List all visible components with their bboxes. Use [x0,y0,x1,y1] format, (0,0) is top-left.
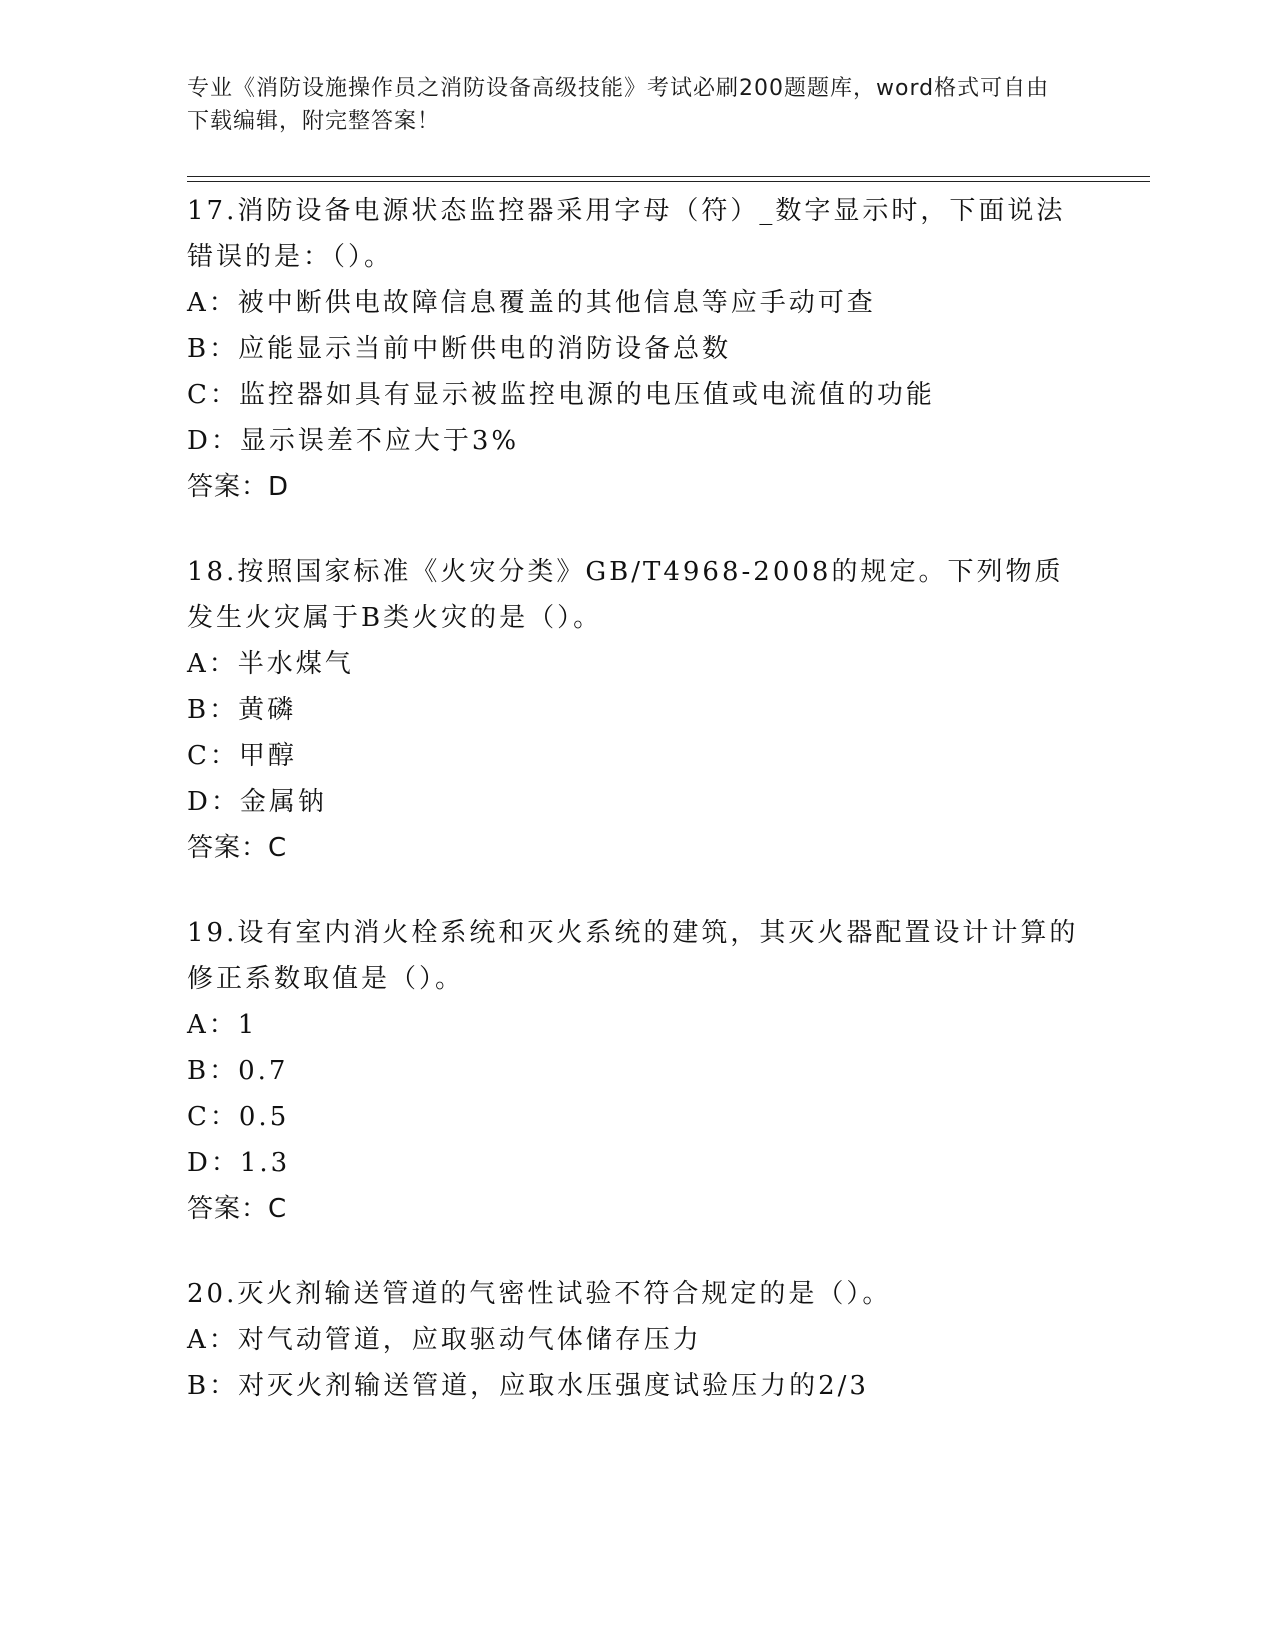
option-c: C：甲醇 [187,741,297,771]
question-stem: 17.消防设备电源状态监控器采用字母（符）_数字显示时，下面说法错误的是：（）。 [187,196,1066,272]
question-stem: 18.按照国家标准《火灾分类》GB/T4968-2008的规定。下列物质发生火灾属于B类火灾的是（）。 [187,557,1064,633]
question-19 [187,910,1087,1232]
answer: 答案：C [187,833,288,863]
question-18 [187,549,1087,871]
option-b: B：应能显示当前中断供电的消防设备总数 [187,334,732,364]
option-b: B：黄磷 [187,695,297,725]
question-stem: 19.设有室内消火栓系统和灭火系统的建筑，其灭火器配置设计计算的修正系数取值是（）。 [187,918,1079,994]
question-list [187,188,1087,1448]
option-c: C：监控器如具有显示被监控电源的电压值或电流值的功能 [187,380,935,410]
option-a: A：对气动管道，应取驱动气体储存压力 [187,1325,702,1355]
page-header-title: 专业《消防设施操作员之消防设备高级技能》考试必刷200题题库，word格式可自由下载编辑，附完整答案！ [187,76,1050,134]
option-b: B：0.7 [187,1056,289,1086]
option-d: D：1.3 [187,1148,291,1178]
question-17 [187,188,1087,510]
option-a: A：被中断供电故障信息覆盖的其他信息等应手动可查 [187,288,876,318]
answer: 答案：D [187,472,290,502]
question-20 [187,1271,1087,1409]
option-b: B：对灭火剂输送管道，应取水压强度试验压力的2/3 [187,1371,869,1401]
option-d: D：显示误差不应大于3% [187,426,520,456]
option-a: A：1 [187,1010,258,1040]
answer: 答案：C [187,1194,288,1224]
header-double-rule [187,176,1150,182]
option-d: D：金属钠 [187,787,327,817]
option-c: C：0.5 [187,1102,290,1132]
question-stem: 20.灭火剂输送管道的气密性试验不符合规定的是（）。 [187,1279,892,1309]
option-a: A：半水煤气 [187,649,354,679]
